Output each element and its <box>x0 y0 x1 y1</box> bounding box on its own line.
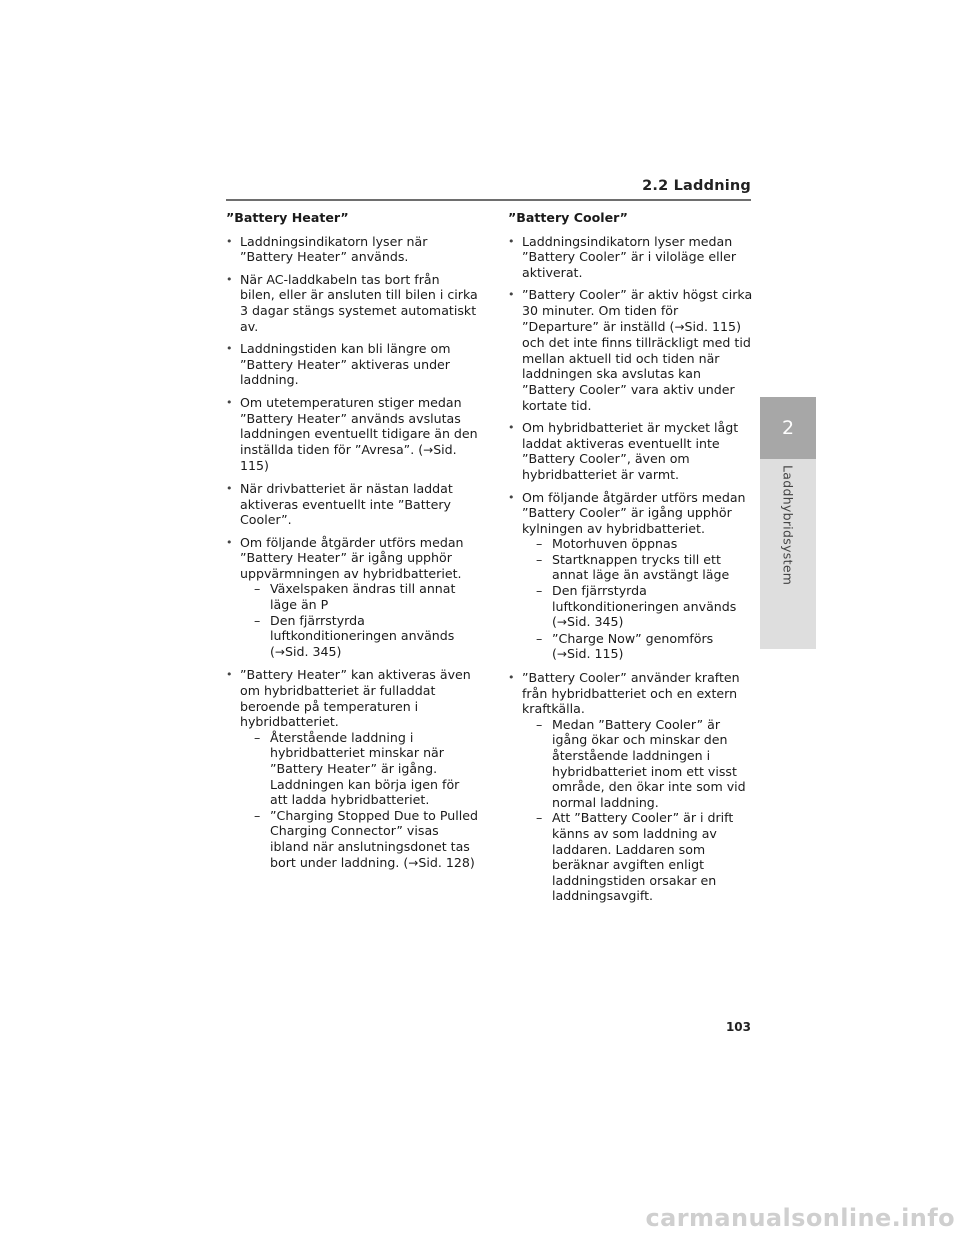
sub-item-text: Växelspaken ändras till annat läge än P <box>270 581 456 613</box>
dash-marker: – <box>536 583 543 599</box>
sub-item-text: Den fjärrstyrda luftkonditioneringen används <box>270 612 455 644</box>
list-item-text: ”Battery Cooler” använder kraften från hybridbatteriet och en extern kraftkälla. <box>522 670 740 717</box>
dash-marker: – <box>536 630 543 646</box>
battery-heater-heading: ”Battery Heater” <box>226 210 349 225</box>
list-item <box>226 272 478 334</box>
sub-item <box>522 536 754 552</box>
page-reference: Sid. 115 <box>684 318 737 334</box>
right-arrow-icon: → <box>423 442 434 457</box>
sub-item-text: ”Charging Stopped Due to Pulled Charging Connector” visas ibland när anslutningsdonet tas bort under laddning. <box>270 807 478 870</box>
sub-item: – Den fjärrstyrda luftkonditioneringen används (→Sid. 345) <box>536 583 737 630</box>
dash-marker: – <box>536 716 543 732</box>
list-item <box>508 490 754 664</box>
sub-item-text: Motorhuven öppnas <box>552 536 678 552</box>
list-item-text: Laddningstiden kan bli längre om ”Battery Heater” aktiveras under laddning. <box>240 341 451 388</box>
dash-marker: – <box>536 551 543 567</box>
sub-item-text: ”Charge Now” genomförs <box>552 630 714 646</box>
list-item-text-cont: och det inte finns tillräckligt med tid mellan aktuell tid och tiden när laddningen ska avslutas kan ”Battery Cooler” vara aktiv under kortate tid. <box>522 335 751 413</box>
header-divider <box>226 199 751 201</box>
chapter-tab-label: Laddhybridsystem <box>780 465 796 586</box>
list-item-text: Om följande åtgärder utförs medan ”Battery Cooler” är igång upphör kylningen av hybridbatteriet. <box>522 489 746 536</box>
sub-item: – ”Charge Now” genomförs (→Sid. 115) <box>536 630 714 662</box>
list-item <box>226 341 478 388</box>
page-reference: Sid. 115 <box>566 646 619 662</box>
list-item: • ”Battery Cooler” är aktiv högst cirka 30 minuter. Om tiden för ”Departure” är inställd (→Sid. 115) och det inte finns tillräckligt med tid mellan aktuell tid och tiden när laddningen ska avslutas kan ”Battery Cooler” vara aktiv under kortate tid. <box>508 287 754 413</box>
chapter-tab-label-box[interactable] <box>760 459 816 649</box>
page-reference: Sid. 345 <box>284 643 337 659</box>
right-arrow-icon: → <box>556 647 567 662</box>
sub-item-text: Startknappen trycks till ett annat läge än avstängt läge <box>552 551 730 583</box>
dash-marker: – <box>536 810 543 826</box>
right-arrow-icon: → <box>408 855 419 870</box>
battery-heater-list <box>226 234 478 872</box>
section-title: 2.2 Laddning <box>642 178 751 194</box>
list-item <box>226 667 478 871</box>
sub-item-text: Att ”Battery Cooler” är i drift känns av som laddning av laddaren. Laddaren som beräknar avgiften enligt laddningstiden orsakar en laddningsavgift. <box>552 810 734 904</box>
dash-marker: – <box>536 536 543 552</box>
list-item-text: ”Battery Heater” kan aktiveras även om hybridbatteriet är fulladdat beroende på temperaturen i hybridbatteriet. <box>240 667 471 730</box>
list-item <box>508 670 754 904</box>
chapter-tab-number[interactable]: 2 <box>760 397 816 459</box>
dash-marker: – <box>254 581 261 597</box>
sub-item-text: Den fjärrstyrda luftkonditioneringen används <box>552 583 737 614</box>
list-item-text: Laddningsindikatorn lyser medan ”Battery Cooler” är i viloläge eller aktiverat. <box>522 233 737 280</box>
sub-item: – ”Charging Stopped Due to Pulled Charging Connector” visas ibland när anslutningsdonet tas bort under laddning. (→Sid. 128) <box>254 807 478 870</box>
dash-marker: – <box>254 807 261 823</box>
left-column <box>226 210 478 878</box>
right-arrow-icon: → <box>674 319 685 334</box>
list-item <box>508 420 754 482</box>
list-item-text: Om utetemperaturen stiger medan ”Battery Heater” används avslutas laddningen eventuellt tidigare än den inställda tiden för ”Avresa”. <box>240 394 478 457</box>
list-item-text: Om hybridbatteriet är mycket lågt laddat aktiveras eventuellt inte ”Battery Cooler”, även om hybridbatteriet är varmt. <box>522 420 739 482</box>
sub-item-text: Återstående laddning i hybridbatteriet minskar när ”Battery Heater” är igång. Laddningen kan börja igen för att ladda hybridbatteriet. <box>270 729 460 808</box>
sub-item-text: Medan ”Battery Cooler” är igång ökar och minskar den återstående laddningen i hybridbatteriet inom ett visst område, den ökar inte som vid normal laddning. <box>552 716 746 810</box>
battery-cooler-heading: ”Battery Cooler” <box>508 210 628 225</box>
right-column <box>508 210 754 911</box>
sub-item <box>522 810 754 904</box>
list-item-text: Om följande åtgärder utförs medan ”Battery Heater” är igång upphör uppvärmningen av hybridbatteriet. <box>240 534 464 581</box>
sub-item <box>522 552 754 583</box>
page-reference: Sid. 345 <box>566 614 619 630</box>
sub-item: – Den fjärrstyrda luftkonditioneringen används (→Sid. 345) <box>254 612 455 659</box>
sub-item <box>522 717 754 811</box>
watermark: carmanualsonline.info <box>645 1204 955 1232</box>
sub-item <box>240 730 478 808</box>
list-item <box>508 234 754 281</box>
page-reference: Sid. 128 <box>418 854 470 870</box>
dash-marker: – <box>254 612 261 628</box>
right-arrow-icon: → <box>274 644 285 659</box>
battery-cooler-list <box>508 234 754 904</box>
list-item <box>226 535 478 661</box>
dash-marker: – <box>254 729 261 745</box>
list-item <box>226 481 478 528</box>
list-item <box>226 234 478 265</box>
list-item-text: När AC-laddkabeln tas bort från bilen, eller är ansluten till bilen i cirka 3 dagar stängs systemet automatiskt av. <box>240 271 478 334</box>
page-reference: Sid. 115 <box>240 441 457 474</box>
page-number: 103 <box>725 1020 751 1034</box>
list-item-text: Laddningsindikatorn lyser när ”Battery Heater” används. <box>240 233 428 265</box>
list-item-text: ”Battery Cooler” är aktiv högst cirka 30 minuter. Om tiden för ”Departure” är inställd <box>522 287 753 334</box>
list-item-text: När drivbatteriet är nästan laddat aktiveras eventuellt inte ”Battery Cooler”. <box>240 480 453 528</box>
sub-item <box>240 581 478 612</box>
right-arrow-icon: → <box>556 615 567 630</box>
list-item: • Om utetemperaturen stiger medan ”Battery Heater” används avslutas laddningen eventuellt tidigare än den inställda tiden för ”Avresa”. (→Sid. 115) <box>226 395 478 474</box>
